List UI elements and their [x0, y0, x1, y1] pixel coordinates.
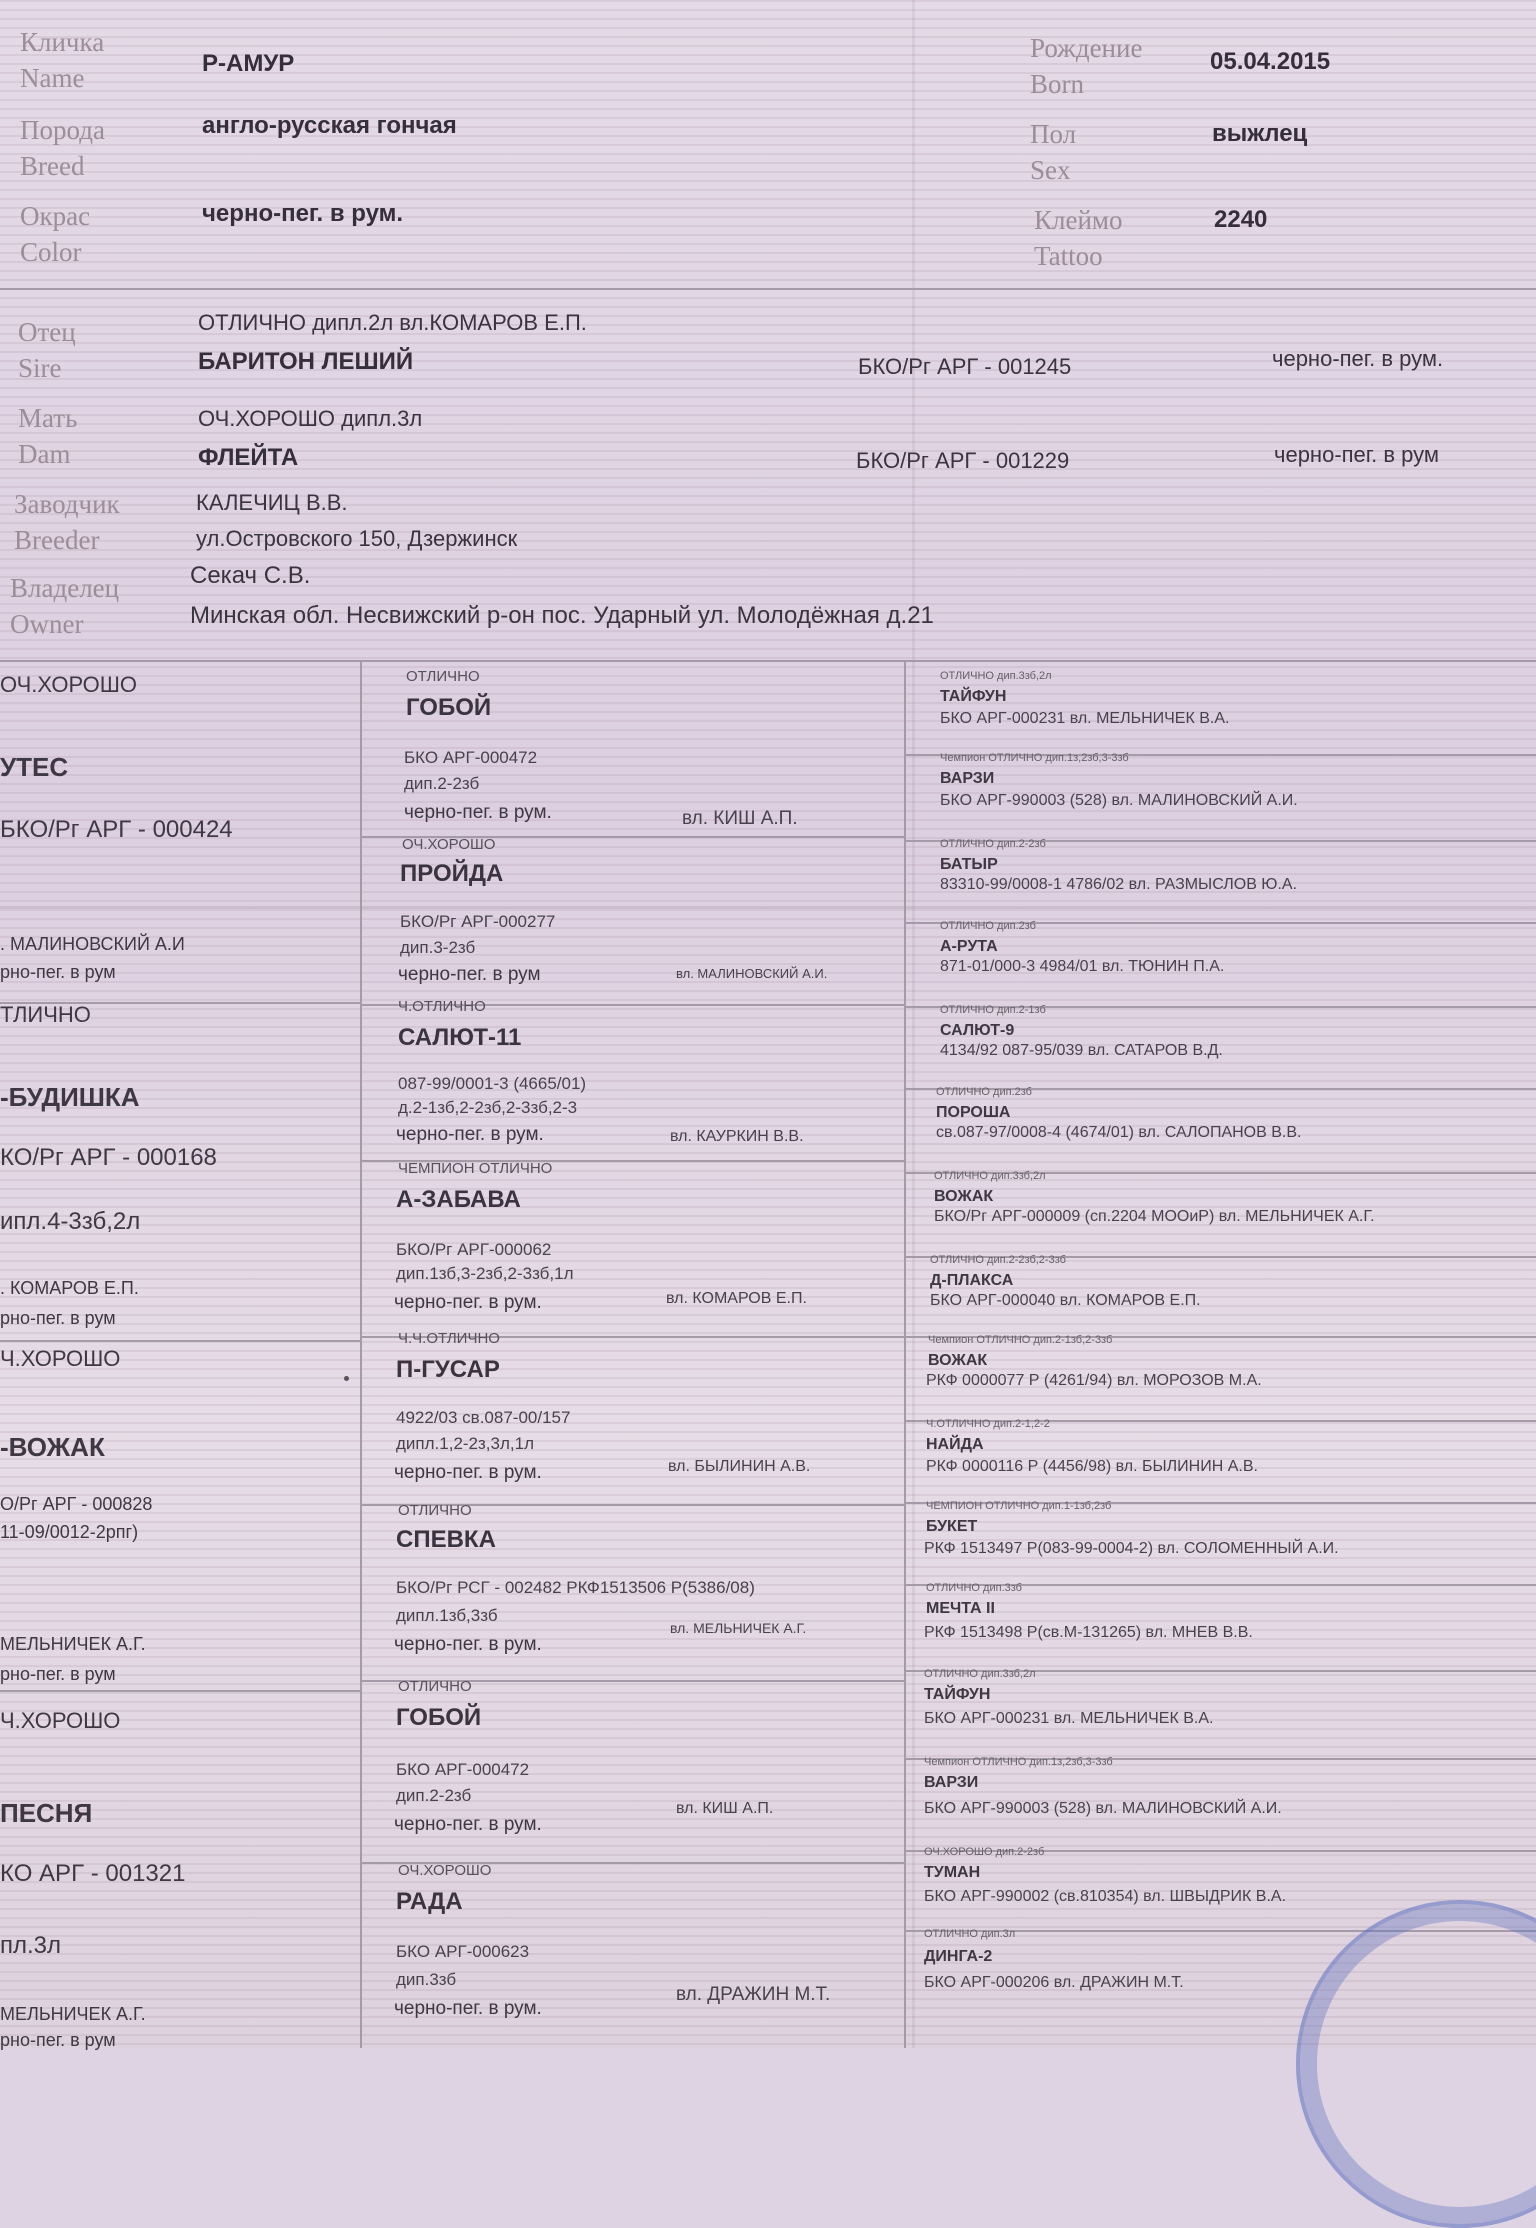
- ggp-title: ОЧ.ХОРОШО: [398, 1862, 492, 1879]
- ggp-reg: 4922/03 св.087-00/157: [396, 1408, 571, 1427]
- dam-reg: БКО/Рг АРГ - 001229: [856, 448, 1070, 473]
- name-label-en: Name: [20, 63, 85, 93]
- gp-extra: 11-09/0012-2рпг): [0, 1522, 139, 1542]
- tattoo-value: 2240: [1214, 206, 1268, 233]
- gggp-line: РКФ 1513497 Р(083-99-0004-2) вл. СОЛОМЕННЫЙ А.И.: [924, 1540, 1339, 1557]
- owner-label-en: Owner: [10, 609, 84, 639]
- column-divider: [360, 662, 362, 2048]
- gggp-title: Чемпион ОТЛИЧНО дип.1з,2зб,3-3зб: [924, 1756, 1113, 1768]
- ggp-color: черно-пег. в рум.: [394, 1634, 542, 1655]
- ggp-owner: вл. КАУРКИН В.В.: [670, 1128, 804, 1145]
- sex-label-en: Sex: [1030, 155, 1071, 185]
- gggp-line: РКФ 0000116 Р (4456/98) вл. БЫЛИНИН А.В.: [926, 1458, 1258, 1475]
- gggp-title: ОТЛИЧНО дип.3зб: [926, 1582, 1022, 1594]
- gggp-title: ОТЛИЧНО дип.2-2зб: [940, 838, 1046, 850]
- ggp-title: Ч.ОТЛИЧНО: [398, 998, 486, 1015]
- ggp-reg: 087-99/0001-3 (4665/01): [398, 1074, 587, 1093]
- gp-title: ОЧ.ХОРОШО: [0, 672, 138, 697]
- dam-label-en: Dam: [18, 439, 71, 469]
- dog-name: Р-АМУР: [202, 50, 295, 77]
- gggp-name: НАЙДА: [926, 1436, 984, 1453]
- ink-dot: [344, 1376, 349, 1381]
- gggp-title: ОТЛИЧНО дип.3зб,2л: [940, 670, 1052, 682]
- gggp-title: ОТЛИЧНО дип.3зб,2л: [934, 1170, 1046, 1182]
- gggp-name: А-РУТА: [940, 938, 998, 955]
- gggp-line: БКО АРГ-990003 (528) вл. МАЛИНОВСКИЙ А.И.: [940, 792, 1298, 809]
- ggp-name: ПРОЙДА: [400, 860, 504, 887]
- divider: [0, 288, 1536, 290]
- ggp-title: ОТЛИЧНО: [406, 668, 480, 685]
- gggp-line: БКО АРГ-000231 вл. МЕЛЬНИЧЕК В.А.: [940, 710, 1230, 727]
- gggp-name: ДИНГА-2: [924, 1948, 993, 1965]
- gggp-name: ПОРОША: [936, 1104, 1011, 1121]
- gggp-line: 871-01/000-3 4984/01 вл. ТЮНИН П.А.: [940, 958, 1225, 975]
- gggp-line: 83310-99/0008-1 4786/02 вл. РАЗМЫСЛОВ Ю.А.: [940, 876, 1298, 893]
- ggp-title: ЧЕМПИОН ОТЛИЧНО: [398, 1160, 553, 1177]
- color-label-en: Color: [20, 237, 82, 267]
- gp-title: Ч.ХОРОШО: [0, 1708, 121, 1733]
- gggp-name: ТАЙФУН: [924, 1686, 991, 1703]
- gp-name: УТЕС: [0, 752, 69, 782]
- ggp-color: черно-пег. в рум.: [404, 802, 552, 823]
- name-label-ru: Кличка: [20, 27, 105, 57]
- tattoo-label-en: Tattoo: [1034, 241, 1103, 271]
- ggp-owner: вл. МАЛИНОВСКИЙ А.И.: [676, 966, 828, 981]
- ggp-color: черно-пег. в рум.: [394, 1814, 542, 1835]
- gggp-line: БКО АРГ-990003 (528) вл. МАЛИНОВСКИЙ А.И.: [924, 1800, 1282, 1817]
- gp-name: -ВОЖАК: [0, 1432, 105, 1462]
- born-value: 05.04.2015: [1210, 48, 1331, 75]
- gggp-title: ОТЛИЧНО дип.2-2зб,2-3зб: [930, 1254, 1066, 1266]
- column-divider: [904, 662, 906, 2048]
- ggp-color: черно-пег. в рум: [398, 964, 541, 985]
- ggp-reg: БКО/Рг АРГ-000062: [396, 1240, 552, 1259]
- gggp-line: РКФ 0000077 Р (4261/94) вл. МОРОЗОВ М.А.: [926, 1372, 1262, 1389]
- ggp-name: ГОБОЙ: [406, 694, 492, 721]
- gggp-title: ОТЛИЧНО дип.3л: [924, 1928, 1016, 1940]
- gggp-line: БКО АРГ-000231 вл. МЕЛЬНИЧЕК В.А.: [924, 1710, 1214, 1727]
- sire-label-en: Sire: [18, 353, 62, 383]
- gp-color: рно-пег. в рум: [0, 2030, 116, 2050]
- gggp-title: ОТЛИЧНО дип.2зб: [940, 920, 1036, 932]
- ggp-owner: вл. КОМАРОВ Е.П.: [666, 1290, 807, 1307]
- gggp-title: Чемпион ОТЛИЧНО дип.1з,2зб,3-3зб: [940, 752, 1129, 764]
- ggp-name: СПЕВКА: [396, 1526, 496, 1553]
- gggp-name: ВАРЗИ: [940, 770, 995, 787]
- ggp-color: черно-пег. в рум.: [394, 1292, 542, 1313]
- ggp-reg: БКО АРГ-000472: [396, 1760, 530, 1779]
- gggp-line: БКО/Рг АРГ-000009 (сп.2204 МООиР) вл. МЕЛЬНИЧЕК А.Г.: [934, 1208, 1375, 1225]
- ggp-diploma: дип.1зб,3-2зб,2-3зб,1л: [396, 1264, 574, 1283]
- ggp-reg: БКО АРГ-000623: [396, 1942, 530, 1961]
- gggp-title: ОТЛИЧНО дип.2зб: [936, 1086, 1032, 1098]
- official-stamp: [1296, 1900, 1536, 2228]
- sex-value: выжлец: [1212, 120, 1308, 147]
- gggp-name: ВОЖАК: [934, 1188, 994, 1205]
- ggp-diploma: дип.2-2зб: [404, 774, 480, 793]
- gp-reg: КО/Рг АРГ - 000168: [0, 1144, 217, 1171]
- gggp-title: Чемпион ОТЛИЧНО дип.2-1зб,2-3зб: [928, 1334, 1113, 1346]
- ggp-diploma: дипл.1зб,3зб: [396, 1606, 498, 1625]
- gggp-name: МЕЧТА II: [926, 1600, 995, 1617]
- paper-fold: [0, 906, 1536, 909]
- ggp-diploma: дип.3зб: [396, 1970, 457, 1989]
- gggp-name: ВАРЗИ: [924, 1774, 979, 1791]
- ggp-reg: БКО АРГ-000472: [404, 748, 538, 767]
- gggp-title: ОТЛИЧНО дип.2-1зб: [940, 1004, 1046, 1016]
- ggp-title: ОЧ.ХОРОШО: [402, 836, 496, 853]
- color-label-ru: Окрас: [20, 201, 91, 231]
- born-label-ru: Рождение: [1030, 33, 1143, 63]
- gggp-name: ТУМАН: [924, 1864, 981, 1881]
- gp-name: ПЕСНЯ: [0, 1798, 93, 1828]
- gp-reg: КО АРГ - 001321: [0, 1860, 186, 1887]
- ggp-title: ОТЛИЧНО: [398, 1502, 472, 1519]
- gggp-name: БАТЫР: [940, 856, 998, 873]
- gggp-line: РКФ 1513498 Р(св.М-131265) вл. МНЕВ В.В.: [924, 1624, 1253, 1641]
- divider: [0, 660, 1536, 662]
- breeder-address: ул.Островского 150, Дзержинск: [196, 526, 518, 551]
- ggp-title: ОТЛИЧНО: [398, 1678, 472, 1695]
- divider: [0, 1340, 360, 1342]
- sire-label-ru: Отец: [18, 317, 76, 347]
- ggp-diploma: дип.3-2зб: [400, 938, 476, 957]
- ggp-color: черно-пег. в рум.: [394, 1998, 542, 2019]
- ggp-title: Ч.Ч.ОТЛИЧНО: [398, 1330, 500, 1347]
- born-label-en: Born: [1030, 69, 1084, 99]
- breed-label-en: Breed: [20, 151, 85, 181]
- gp-name: -БУДИШКА: [0, 1082, 140, 1112]
- owner-address: Минская обл. Несвижский р-он пос. Ударный ул. Молодёжная д.21: [190, 602, 934, 629]
- breed-label-ru: Порода: [20, 115, 105, 145]
- breeder-name: КАЛЕЧИЦ В.В.: [196, 490, 348, 515]
- ggp-owner: вл. КИШ А.П.: [682, 808, 798, 829]
- gggp-name: САЛЮТ-9: [940, 1022, 1015, 1039]
- ggp-color: черно-пег. в рум.: [394, 1462, 542, 1483]
- gggp-title: ЧЕМПИОН ОТЛИЧНО дип.1-1зб,2зб: [926, 1500, 1112, 1512]
- ggp-owner: вл. МЕЛЬНИЧЕК А.Г.: [670, 1620, 807, 1636]
- ggp-name: САЛЮТ-11: [398, 1024, 522, 1051]
- gp-color: рно-пег. в рум: [0, 1308, 116, 1328]
- sire-color: черно-пег. в рум.: [1272, 346, 1444, 371]
- ggp-color: черно-пег. в рум.: [396, 1124, 544, 1145]
- gggp-title: ОТЛИЧНО дип.3зб,2л: [924, 1668, 1036, 1680]
- ggp-reg: БКО/Рг РСГ - 002482 РКФ1513506 Р(5386/08): [396, 1578, 755, 1597]
- gggp-name: БУКЕТ: [926, 1518, 978, 1535]
- ggp-diploma: д.2-1зб,2-2зб,2-3зб,2-3: [398, 1098, 578, 1117]
- dam-title: ОЧ.ХОРОШО дипл.3л: [198, 406, 423, 431]
- gp-title: Ч.ХОРОШО: [0, 1346, 121, 1371]
- gp-reg: О/Рг АРГ - 000828: [0, 1494, 153, 1514]
- ggp-reg: БКО/Рг АРГ-000277: [400, 912, 556, 931]
- gp-owner: . КОМАРОВ Е.П.: [0, 1278, 139, 1298]
- dam-label-ru: Мать: [18, 403, 78, 433]
- gggp-line: БКО АРГ-000206 вл. ДРАЖИН М.Т.: [924, 1974, 1184, 1991]
- ggp-name: РАДА: [396, 1888, 463, 1915]
- sex-label-ru: Пол: [1030, 119, 1077, 149]
- gggp-name: Д-ПЛАКСА: [930, 1272, 1014, 1289]
- breeder-label-ru: Заводчик: [14, 489, 120, 519]
- dam-color: черно-пег. в рум: [1274, 442, 1440, 467]
- gggp-line: св.087-97/0008-4 (4674/01) вл. САЛОПАНОВ В.В.: [936, 1124, 1302, 1141]
- ggp-name: П-ГУСАР: [396, 1356, 500, 1383]
- ggp-name: ГОБОЙ: [396, 1704, 482, 1731]
- gp-color: рно-пег. в рум: [0, 1664, 116, 1684]
- gp-color: рно-пег. в рум: [0, 962, 116, 982]
- ggp-owner: вл. ДРАЖИН М.Т.: [676, 1984, 831, 2005]
- gp-owner: . МАЛИНОВСКИЙ А.И: [0, 934, 185, 954]
- gggp-line: 4134/92 087-95/039 вл. САТАРОВ В.Д.: [940, 1042, 1223, 1059]
- sire-title: ОТЛИЧНО дипл.2л вл.КОМАРОВ Е.П.: [198, 310, 587, 335]
- gp-title: ТЛИЧНО: [0, 1002, 91, 1027]
- gggp-name: ТАЙФУН: [940, 688, 1007, 705]
- breed-value: англо-русская гончая: [202, 112, 457, 139]
- gp-owner: МЕЛЬНИЧЕК А.Г.: [0, 2004, 146, 2024]
- ggp-owner: вл. КИШ А.П.: [676, 1800, 774, 1817]
- owner-name: Секач С.В.: [190, 562, 311, 589]
- ggp-diploma: дипл.1,2-2з,3л,1л: [396, 1434, 535, 1453]
- owner-label-ru: Владелец: [10, 573, 120, 603]
- gp-diploma: ипл.4-3зб,2л: [0, 1208, 141, 1235]
- gp-reg: БКО/Рг АРГ - 000424: [0, 816, 233, 843]
- gp-diploma: пл.3л: [0, 1932, 62, 1959]
- gggp-title: ОЧ.ХОРОШО дип.2-2зб: [924, 1846, 1045, 1858]
- divider: [0, 1690, 360, 1692]
- gggp-title: Ч.ОТЛИЧНО дип.2-1,2-2: [926, 1418, 1050, 1430]
- ggp-owner: вл. БЫЛИНИН А.В.: [668, 1458, 811, 1475]
- sire-reg: БКО/Рг АРГ - 001245: [858, 354, 1072, 379]
- sire-name: БАРИТОН ЛЕШИЙ: [198, 348, 414, 375]
- paper-fold-vertical: [912, 0, 915, 2048]
- gggp-name: ВОЖАК: [928, 1352, 988, 1369]
- ggp-name: А-ЗАБАВА: [396, 1186, 521, 1213]
- color-value: черно-пег. в рум.: [202, 200, 404, 227]
- gggp-line: БКО АРГ-990002 (св.810354) вл. ШВЫДРИК В.А.: [924, 1888, 1287, 1905]
- dam-name: ФЛЕЙТА: [198, 444, 299, 471]
- ggp-diploma: дип.2-2зб: [396, 1786, 472, 1805]
- tattoo-label-ru: Клеймо: [1034, 205, 1123, 235]
- gp-owner: МЕЛЬНИЧЕК А.Г.: [0, 1634, 146, 1654]
- breeder-label-en: Breeder: [14, 525, 100, 555]
- gggp-line: БКО АРГ-000040 вл. КОМАРОВ Е.П.: [930, 1292, 1201, 1309]
